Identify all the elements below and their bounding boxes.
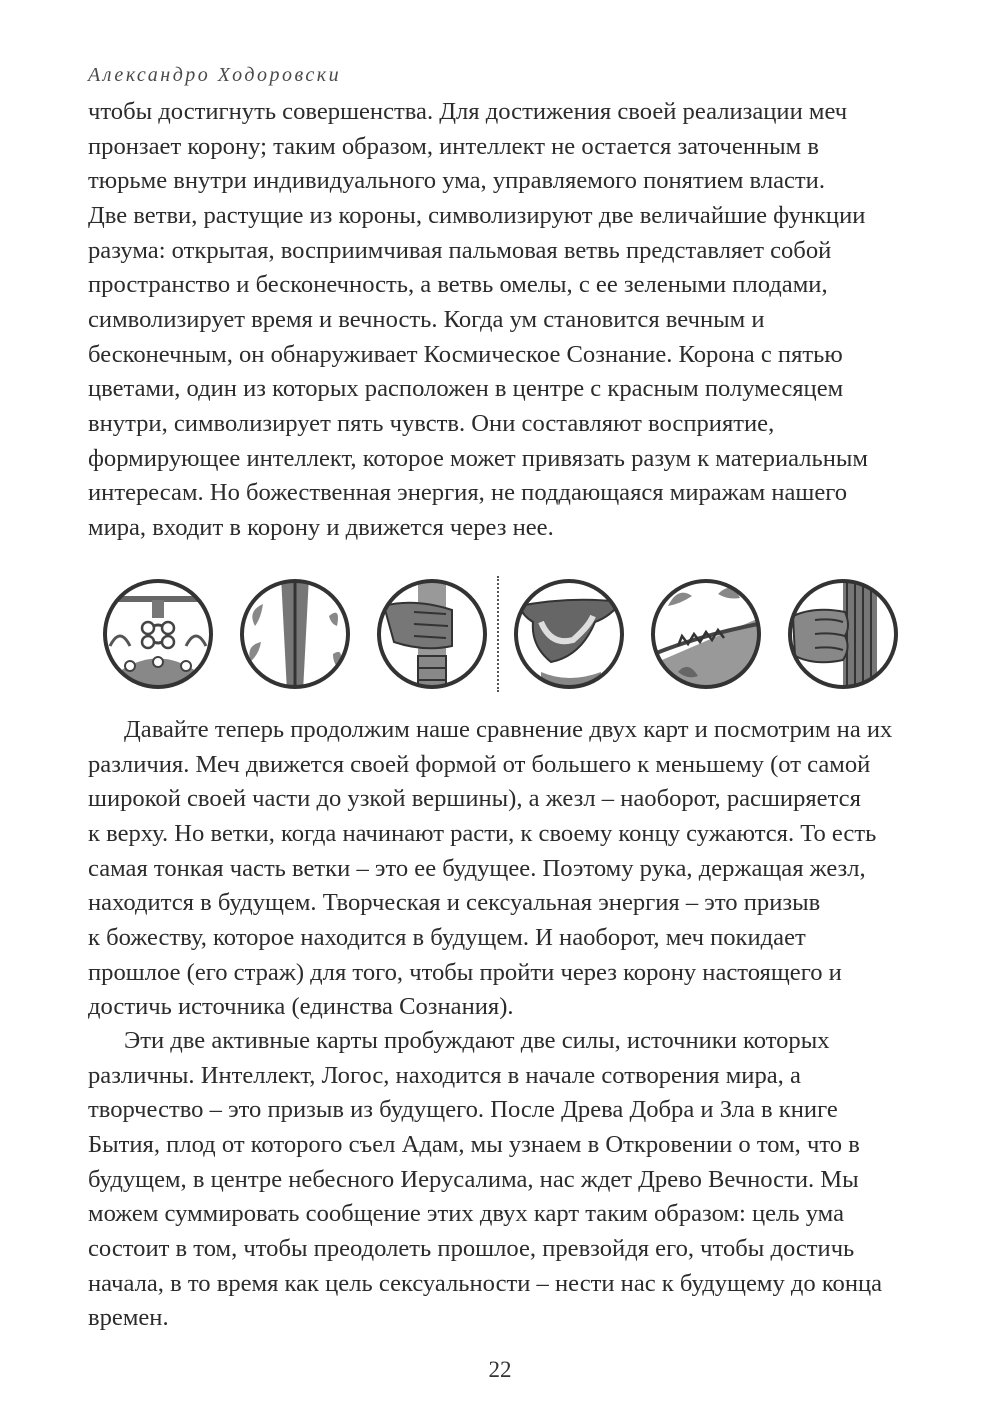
hand-wand-medallion-icon: [785, 576, 901, 692]
running-header-author: Александро Ходоровски: [88, 64, 342, 86]
paragraph-2: Давайте теперь продолжим наше сравнение двух карт и посмотрим на их различия. Меч движется своей формой от большего к меньшему (от самой широкой своей части до узкой вершины), а жезл – наоборот, расширяется к верху. Но ветки, когда начинают расти, к своему концу сужаются. То есть самая тонкая часть ветки – это ее будущее. Поэтому рука, держащая жезл, находится в будущем. Творческая и сексуальная энергия – это призыв к божеству, которое находится в будущем. И наоборот, меч покидает прошлое (его страж) для того, чтобы пройти через корону настоящего и достичь источника (единства Сознания).: [88, 716, 893, 1021]
branch-medallion-icon: [648, 576, 764, 692]
figure-divider: [497, 576, 499, 692]
illustration-row: [100, 576, 920, 692]
crown-medallion-icon: [100, 576, 216, 692]
paragraph-3: Эти две активные карты пробуждают две силы, источники которых различны. Интеллект, Логос, находится в начале сотворения мира, а творчество – это призыв из будущего. После Древа Добра и Зла в книге Бытия, плод от которого съел Адам, мы узнаем в Откровении о том, что в будущем, в центре небесного Иерусалима, нас ждет Древо Вечности. Мы можем суммировать сообщение этих двух карт таким образом: цель ума состоит в том, чтобы преодолеть прошлое, превзойдя его, чтобы достичь начала, в то время как цель сексуальности – нести нас к будущему до конца времен.: [88, 1027, 883, 1332]
page-number: 22: [488, 1357, 512, 1382]
cup-medallion-icon: [511, 576, 627, 692]
sword-blade-medallion-icon: [237, 576, 353, 692]
paragraph-1: чтобы достигнуть совершенства. Для достижения своей реализации меч пронзает корону; таким образом, интеллект не остается заточенным в тюрьме внутри индивидуального ума, управляемого понятием власти. Две ветви, растущие из короны, символизируют две величайшие функции разума: открытая, восприимчивая пальмовая ветвь представляет собой пространство и бесконечность, а ветвь омелы, с ее зелеными плодами, символизирует время и вечность. Когда ум становится вечным и бесконечным, он обнаруживает Космическое Сознание. Корона с пятью цветами, один из которых расположен в центре с красным полумесяцем внутри, символизирует пять чувств. Они составляют восприятие, формирующее интеллект, которое может привязать разум к материальным интересам. Но божественная энергия, не поддающаяся миражам нашего мира, входит в корону и движется через нее.: [88, 98, 868, 541]
hand-grip-medallion-icon: [374, 576, 490, 692]
